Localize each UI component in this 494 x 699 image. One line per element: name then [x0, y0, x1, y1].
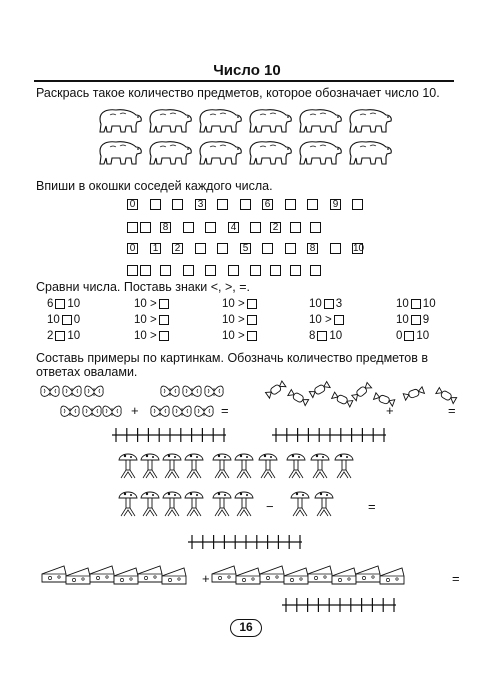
plus-sign-2: + — [386, 403, 394, 418]
cheese-icon — [138, 566, 162, 582]
neighbor-box[interactable] — [228, 265, 239, 276]
candy-icon — [288, 390, 309, 406]
page-title: Число 10 — [213, 62, 281, 79]
candy-icon — [403, 387, 424, 400]
compare-right: 10 — [422, 298, 436, 310]
answer-scale-1 — [110, 426, 230, 442]
compare-item — [134, 314, 171, 326]
compare-item — [134, 330, 171, 342]
compare-right: 9 — [422, 314, 430, 326]
bear-icon — [296, 137, 344, 172]
neighbor-box[interactable]: 8 — [160, 222, 171, 233]
compare-item — [396, 330, 429, 342]
neighbor-box[interactable] — [217, 199, 228, 210]
neighbor-box[interactable] — [195, 243, 206, 254]
neighbor-box[interactable]: 1 — [150, 243, 161, 254]
cheese-icon — [42, 566, 404, 584]
neighbor-box[interactable] — [285, 243, 296, 254]
page-number: 16 — [230, 619, 262, 637]
neighbor-box[interactable] — [217, 243, 228, 254]
cheese-icon — [260, 566, 284, 582]
compare-left: 10 > — [134, 314, 157, 326]
neighbor-box[interactable]: 2 — [172, 243, 183, 254]
minus-sign: − — [266, 499, 274, 514]
mushroom-icon — [163, 454, 181, 478]
mushroom-icon — [119, 492, 137, 516]
compare-item — [47, 314, 80, 326]
compare-item — [396, 298, 436, 310]
compare-left: 10 > — [134, 298, 157, 310]
mushroom-icon — [185, 492, 203, 516]
sign-box[interactable] — [55, 331, 65, 341]
mushroom-icon — [119, 454, 137, 478]
compare-item — [222, 330, 259, 342]
mushroom-icon — [163, 492, 181, 516]
compare-item — [396, 314, 429, 326]
compare-item — [309, 330, 342, 342]
sign-box[interactable] — [247, 299, 257, 309]
neighbor-box[interactable] — [205, 265, 216, 276]
compare-item — [47, 298, 80, 310]
bear-icon — [346, 105, 394, 140]
title-rule — [34, 80, 454, 82]
cheese-icon — [66, 568, 90, 584]
compare-left: 10 > — [222, 330, 245, 342]
butterfly-icon — [61, 406, 79, 416]
cheese-icon — [42, 566, 66, 582]
sign-box[interactable] — [55, 299, 65, 309]
answer-scale-4 — [280, 596, 400, 612]
bear-icon — [296, 105, 344, 140]
plus-sign-3: + — [202, 571, 210, 586]
sign-box[interactable] — [159, 315, 169, 325]
compare-right: 3 — [335, 298, 343, 310]
compare-left: 6 — [47, 298, 54, 310]
neighbor-box[interactable]: 9 — [330, 199, 341, 210]
neighbor-box[interactable] — [205, 222, 216, 233]
equals-sign-2: = — [448, 403, 456, 418]
compare-right: 10 — [67, 298, 81, 310]
neighbor-box[interactable] — [150, 199, 161, 210]
sign-box[interactable] — [317, 331, 327, 341]
task3-instruction: Сравни числа. Поставь знаки <, >, =. — [36, 280, 250, 294]
bear-icon — [196, 105, 244, 140]
butterfly-icon — [41, 386, 59, 396]
neighbor-box[interactable] — [140, 222, 151, 233]
mushroom-icon — [119, 454, 353, 516]
answer-scale-2 — [270, 426, 390, 442]
compare-left: 10 > — [222, 314, 245, 326]
neighbor-box[interactable] — [307, 199, 318, 210]
compare-item — [222, 314, 259, 326]
mushrooms-scene — [118, 450, 378, 530]
neighbor-box[interactable] — [140, 265, 151, 276]
neighbor-box[interactable]: 5 — [240, 243, 251, 254]
mushroom-icon — [185, 454, 203, 478]
mushroom-icon — [311, 454, 329, 478]
candy-icon — [352, 383, 372, 401]
cheese-icon — [236, 568, 260, 584]
neighbor-box[interactable]: 3 — [195, 199, 206, 210]
bear-icon — [146, 137, 194, 172]
neighbor-box[interactable]: 0 — [127, 199, 138, 210]
butterfly-icon — [183, 386, 201, 396]
cheese-icon — [332, 568, 356, 584]
compare-left: 10 — [47, 314, 60, 326]
butterfly-icon — [83, 406, 101, 416]
mushroom-icon — [213, 492, 231, 516]
neighbor-box[interactable] — [285, 199, 296, 210]
butterfly-icon — [85, 386, 103, 396]
candy-icon — [309, 382, 330, 398]
compare-left: 8 — [309, 330, 316, 342]
sign-box[interactable] — [159, 331, 169, 341]
cheese-icon — [114, 568, 138, 584]
mushroom-icon — [259, 454, 277, 478]
neighbor-box[interactable] — [352, 199, 363, 210]
task4-instruction-line1: Составь примеры по картинкам. Обозначь количество предметов в — [36, 351, 429, 365]
bear-icon — [96, 137, 144, 172]
bear-icon — [196, 137, 244, 172]
candy-icon — [436, 388, 457, 404]
cheese-icon — [356, 566, 380, 582]
sign-box[interactable] — [334, 315, 344, 325]
compare-right: 0 — [73, 314, 81, 326]
neighbor-box[interactable] — [290, 265, 301, 276]
candy-icon — [266, 381, 286, 398]
neighbor-box[interactable] — [290, 222, 301, 233]
neighbor-box[interactable]: 0 — [127, 243, 138, 254]
butterfly-icon — [205, 386, 223, 396]
neighbor-box[interactable] — [127, 265, 138, 276]
butterfly-icon — [63, 386, 81, 396]
equals-sign-3: = — [368, 499, 376, 514]
mushroom-icon — [235, 454, 253, 478]
mushroom-icon — [287, 454, 305, 478]
bear-icon — [146, 105, 194, 140]
neighbor-box[interactable] — [310, 222, 321, 233]
cheese-scene — [40, 558, 460, 598]
neighbor-box[interactable] — [183, 265, 194, 276]
neighbor-box[interactable]: 10 — [353, 243, 365, 254]
cheese-icon — [212, 566, 236, 582]
equals-sign-4: = — [452, 571, 460, 586]
compare-left: 10 — [396, 298, 409, 310]
compare-left: 0 — [396, 330, 403, 342]
sign-box[interactable] — [404, 331, 414, 341]
butterfly-icon — [195, 406, 213, 416]
neighbor-box[interactable] — [262, 243, 273, 254]
answer-scale-3 — [186, 533, 306, 549]
butterfly-icon — [103, 406, 121, 416]
butterflies-candies-scene — [40, 380, 460, 455]
butterfly-icon — [173, 406, 191, 416]
neighbor-box[interactable]: 2 — [270, 222, 281, 233]
task1-instruction: Раскрась такое количество предметов, которое обозначает число 10. — [36, 86, 440, 100]
cheese-icon — [162, 568, 186, 584]
sign-box[interactable] — [324, 299, 334, 309]
sign-box[interactable] — [247, 331, 257, 341]
compare-right: 10 — [416, 330, 430, 342]
neighbor-box[interactable]: 4 — [228, 222, 239, 233]
compare-item — [47, 330, 80, 342]
sign-box[interactable] — [411, 299, 421, 309]
bear-icon — [246, 105, 294, 140]
compare-left: 10 — [396, 314, 409, 326]
equals-sign-1: = — [221, 403, 229, 418]
compare-left: 10 — [309, 298, 322, 310]
cheese-icon — [308, 566, 332, 582]
candy-icon — [266, 381, 457, 407]
task2-instruction: Впиши в окошки соседей каждого числа. — [36, 179, 273, 193]
neighbor-box[interactable] — [270, 265, 281, 276]
butterfly-icon — [151, 406, 169, 416]
plus-sign-1: + — [131, 403, 139, 418]
sign-box[interactable] — [62, 315, 72, 325]
compare-right: 10 — [67, 330, 81, 342]
compare-item — [134, 298, 171, 310]
sign-box[interactable] — [159, 299, 169, 309]
neighbor-box[interactable] — [183, 222, 194, 233]
neighbor-box[interactable] — [250, 222, 261, 233]
neighbor-box[interactable] — [172, 199, 183, 210]
neighbor-box[interactable]: 8 — [307, 243, 318, 254]
compare-left: 10 > — [222, 298, 245, 310]
sign-box[interactable] — [411, 315, 421, 325]
bear-icon — [346, 137, 394, 172]
mushroom-icon — [141, 454, 159, 478]
neighbor-box[interactable] — [250, 265, 261, 276]
neighbor-box[interactable] — [240, 199, 251, 210]
neighbor-box[interactable] — [330, 243, 341, 254]
mushroom-icon — [235, 492, 253, 516]
mushroom-icon — [291, 492, 309, 516]
compare-left: 2 — [47, 330, 54, 342]
bear-icon — [246, 137, 294, 172]
mushroom-icon — [213, 454, 231, 478]
compare-right: 10 — [329, 330, 343, 342]
compare-left: 10 > — [309, 314, 332, 326]
mushroom-icon — [335, 454, 353, 478]
compare-left: 10 > — [134, 330, 157, 342]
butterfly-icon — [161, 386, 179, 396]
neighbor-box[interactable] — [127, 222, 138, 233]
sign-box[interactable] — [247, 315, 257, 325]
mushroom-icon — [315, 492, 333, 516]
cheese-icon — [90, 566, 114, 582]
compare-item — [309, 314, 346, 326]
task4-instruction-line2: ответах овалами. — [36, 365, 138, 379]
compare-item — [309, 298, 342, 310]
neighbor-box[interactable] — [310, 265, 321, 276]
candy-icon — [332, 392, 353, 407]
compare-item — [222, 298, 259, 310]
cheese-icon — [380, 568, 404, 584]
neighbor-box[interactable] — [160, 265, 171, 276]
mushroom-icon — [141, 492, 159, 516]
cheese-icon — [284, 568, 308, 584]
neighbor-box[interactable]: 6 — [262, 199, 273, 210]
bear-icon — [96, 105, 144, 140]
